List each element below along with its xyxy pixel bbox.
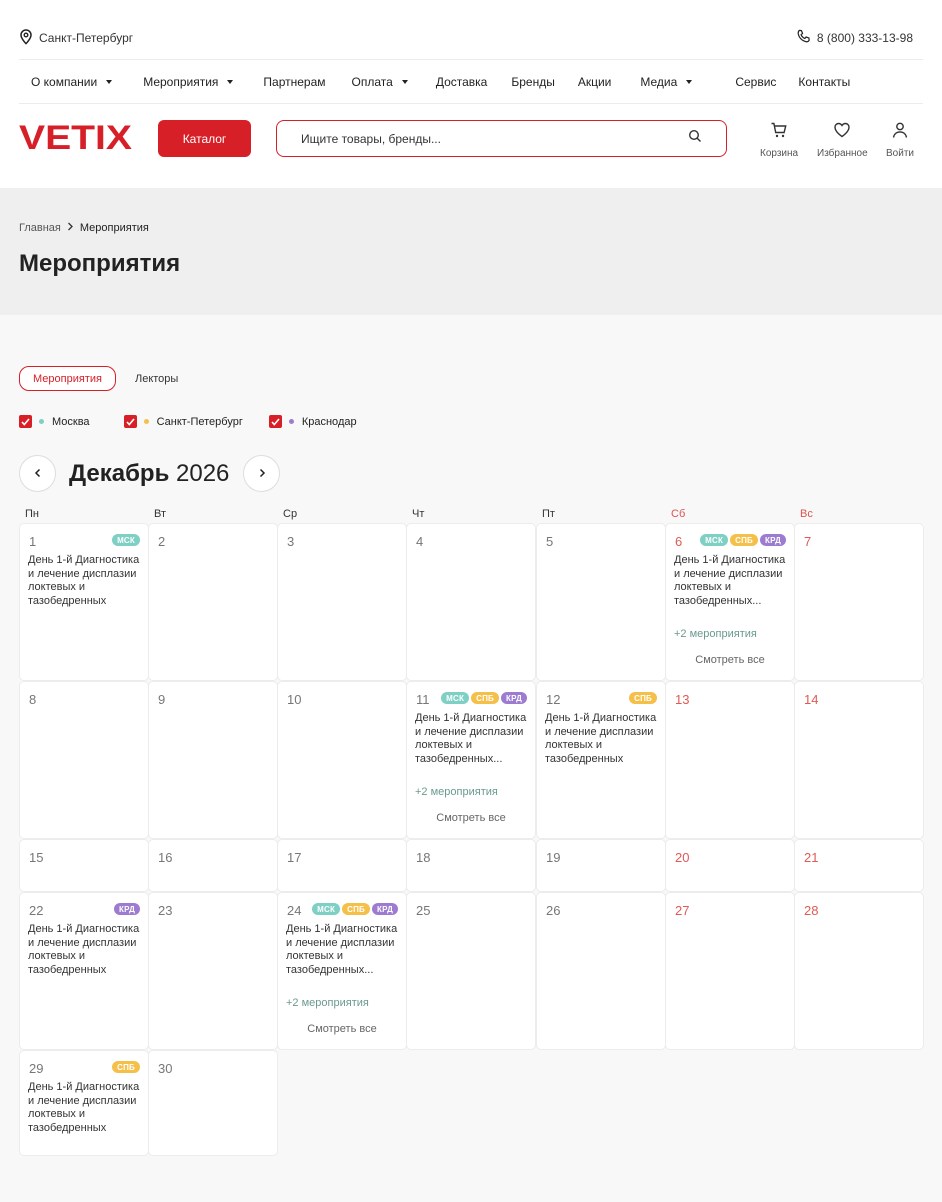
calendar-day-cell [148, 892, 278, 1050]
day-number: 14 [804, 692, 819, 707]
main-nav [31, 69, 850, 95]
page-title: Мероприятия [19, 250, 181, 277]
phone-link[interactable] [796, 29, 913, 47]
checkbox-checked-icon[interactable] [19, 415, 32, 428]
calendar-day-cell[interactable] [277, 892, 407, 1050]
nav-item-label: Медиа [640, 75, 678, 89]
city-badges [112, 1061, 140, 1073]
nav-item-label: Мероприятия [143, 75, 219, 89]
calendar-day-cell [148, 523, 278, 681]
nav-item[interactable] [798, 75, 850, 89]
checkbox-checked-icon[interactable] [124, 415, 137, 428]
weekday-header: Ср [283, 508, 298, 520]
city-badges [114, 903, 140, 915]
event-title[interactable]: День 1-й Диагностика и лечение дисплазии локтевых и тазобедренных [28, 923, 140, 976]
city-badge-spb: СПБ [629, 692, 657, 704]
day-number: 17 [287, 850, 302, 865]
day-number: 24 [287, 903, 302, 918]
city-filter-label: Краснодар [301, 415, 357, 428]
nav-item-label: Доставка [435, 75, 488, 89]
nav-item[interactable] [352, 75, 408, 89]
calendar-day-cell [148, 681, 278, 839]
checkbox-checked-icon[interactable] [269, 415, 282, 428]
event-title[interactable]: День 1-й Диагностика и лечение дисплазии локтевых и тазобедренных [28, 1081, 140, 1134]
city-color-dot [289, 419, 294, 424]
day-number: 15 [29, 850, 44, 865]
search-input[interactable] [301, 132, 688, 146]
user-icon [891, 121, 909, 142]
calendar-day-cell [19, 681, 149, 839]
see-all-link[interactable]: Смотреть все [695, 654, 765, 666]
city-badge-msk: МСК [441, 692, 469, 704]
event-title[interactable]: День 1-й Диагностика и лечение дисплазии локтевых и тазобедренных... [286, 923, 398, 976]
login-label: Войти [886, 148, 914, 159]
search-icon[interactable] [688, 129, 702, 148]
day-number: 26 [546, 903, 561, 918]
day-number: 6 [675, 534, 683, 549]
day-number: 25 [416, 903, 431, 918]
city-badge-krd: КРД [372, 903, 398, 915]
calendar-day-cell[interactable] [19, 892, 149, 1050]
month-year: 2026 [176, 459, 230, 487]
tab-events[interactable]: Мероприятия [19, 366, 116, 391]
nav-item-label: Сервис [735, 75, 777, 89]
nav-item[interactable] [263, 75, 325, 89]
city-badge-msk: МСК [112, 534, 140, 546]
nav-item-label: О компании [31, 75, 98, 89]
city-badge-krd: КРД [114, 903, 140, 915]
event-title[interactable]: День 1-й Диагностика и лечение дисплазии локтевых и тазобедренных [545, 712, 657, 765]
city-color-dot [144, 419, 149, 424]
caret-down-icon [402, 80, 408, 84]
calendar-day-cell [148, 839, 278, 892]
breadcrumb [19, 222, 149, 234]
city-color-dot [39, 419, 44, 424]
city-filter-label: Санкт-Петербург [156, 415, 243, 428]
day-number: 28 [804, 903, 819, 918]
favorites-label: Избранное [817, 148, 868, 159]
calendar-day-cell [665, 839, 795, 892]
logo-text: VETIX [19, 122, 133, 152]
phone-number: 8 (800) 333-13-98 [816, 31, 913, 45]
chevron-right-icon [258, 465, 266, 483]
day-number: 20 [675, 850, 690, 865]
calendar-day-cell [148, 1050, 278, 1156]
calendar-day-cell[interactable] [19, 523, 149, 681]
caret-down-icon [106, 80, 112, 84]
weekday-header: Вс [800, 508, 813, 520]
city-badge-krd: КРД [760, 534, 786, 546]
calendar-day-cell[interactable] [19, 1050, 149, 1156]
next-month-button[interactable] [243, 455, 280, 492]
day-number: 7 [804, 534, 812, 549]
day-number: 21 [804, 850, 819, 865]
day-number: 22 [29, 903, 44, 918]
city-filter[interactable] [124, 415, 243, 428]
nav-item[interactable] [31, 75, 112, 89]
nav-item-label: Контакты [798, 75, 851, 89]
tab-lecturers[interactable]: Лекторы [135, 372, 179, 385]
day-number: 18 [416, 850, 431, 865]
see-all-link[interactable]: Смотреть все [436, 812, 506, 824]
breadcrumb-home[interactable]: Главная [19, 222, 61, 234]
event-title[interactable]: День 1-й Диагностика и лечение дисплазии локтевых и тазобедренных [28, 554, 140, 607]
day-number: 19 [546, 850, 561, 865]
city-filter[interactable] [269, 415, 357, 428]
calendar-day-cell [406, 523, 536, 681]
weekday-header: Пн [25, 508, 39, 520]
calendar-day-cell [19, 839, 149, 892]
calendar-day-cell [277, 523, 407, 681]
month-title [69, 460, 229, 488]
calendar-day-cell [536, 839, 666, 892]
month-name: Декабрь [69, 459, 170, 487]
month-navigation [19, 455, 280, 492]
day-number: 1 [29, 534, 37, 549]
calendar-day-cell [794, 892, 924, 1050]
day-number: 2 [158, 534, 166, 549]
nav-item-label: Партнерам [263, 75, 326, 89]
weekday-header: Вт [154, 508, 167, 520]
cart-icon [770, 121, 788, 142]
calendar-day-cell[interactable] [665, 523, 795, 681]
nav-item[interactable] [640, 75, 692, 89]
cart-button[interactable] [760, 121, 798, 159]
nav-item[interactable] [143, 75, 233, 89]
tabs [19, 366, 178, 391]
vetix-logo[interactable] [19, 122, 133, 152]
city-badges [629, 692, 657, 704]
nav-item[interactable] [735, 75, 776, 89]
city-badges [112, 534, 140, 546]
caret-down-icon [227, 80, 233, 84]
day-number: 27 [675, 903, 690, 918]
calendar-day-cell [536, 892, 666, 1050]
cart-label: Корзина [760, 148, 799, 159]
favorites-button[interactable] [817, 121, 868, 159]
calendar-day-cell [536, 523, 666, 681]
catalog-button[interactable]: Каталог [158, 120, 251, 157]
day-number: 8 [29, 692, 37, 707]
day-number: 9 [158, 692, 166, 707]
more-events-link[interactable]: +2 мероприятия [674, 628, 757, 640]
city-badge-msk: МСК [312, 903, 340, 915]
chevron-left-icon [34, 465, 42, 483]
day-number: 29 [29, 1061, 44, 1076]
nav-item-label: Бренды [511, 75, 555, 89]
prev-month-button[interactable] [19, 455, 56, 492]
weekday-header: Чт [412, 508, 425, 520]
calendar-day-cell [406, 839, 536, 892]
event-title[interactable]: День 1-й Диагностика и лечение дисплазии локтевых и тазобедренных... [415, 712, 527, 765]
city-label: Санкт-Петербург [39, 31, 134, 45]
calendar-day-cell[interactable] [406, 681, 536, 839]
event-title[interactable]: День 1-й Диагностика и лечение дисплазии локтевых и тазобедренных... [674, 554, 786, 607]
nav-item[interactable] [578, 75, 612, 89]
weekday-header: Пт [542, 508, 555, 520]
caret-down-icon [686, 80, 692, 84]
day-number: 13 [675, 692, 690, 707]
nav-item-label: Оплата [351, 75, 393, 89]
day-number: 16 [158, 850, 173, 865]
city-badges [700, 534, 786, 546]
city-badge-spb: СПБ [112, 1061, 140, 1073]
day-number: 12 [546, 692, 561, 707]
breadcrumb-current: Мероприятия [79, 222, 149, 234]
nav-item[interactable] [436, 75, 488, 89]
day-number: 4 [416, 534, 424, 549]
calendar-day-cell [665, 892, 795, 1050]
heart-icon [833, 121, 851, 142]
city-badge-krd: КРД [501, 692, 527, 704]
city-filters [19, 415, 357, 428]
weekday-header: Сб [671, 508, 686, 520]
city-badges [441, 692, 527, 704]
city-filter[interactable] [19, 415, 90, 428]
day-number: 3 [287, 534, 295, 549]
site-header [0, 0, 942, 188]
city-badge-msk: МСК [700, 534, 728, 546]
day-number: 23 [158, 903, 173, 918]
calendar-day-cell[interactable] [536, 681, 666, 839]
day-number: 30 [158, 1061, 173, 1076]
location-pin-icon [19, 29, 33, 48]
city-selector[interactable] [19, 29, 133, 48]
calendar-day-cell [665, 681, 795, 839]
divider [19, 103, 923, 104]
login-button[interactable] [886, 121, 914, 159]
calendar-day-cell [406, 892, 536, 1050]
calendar-day-cell [277, 839, 407, 892]
divider [19, 59, 923, 60]
search-bar [276, 120, 727, 157]
nav-item-label: Акции [577, 75, 612, 89]
calendar-day-cell [794, 681, 924, 839]
see-all-link[interactable]: Смотреть все [307, 1023, 377, 1035]
city-badge-spb: СПБ [471, 692, 499, 704]
more-events-link[interactable]: +2 мероприятия [286, 997, 369, 1009]
chevron-right-icon [67, 222, 74, 234]
calendar-day-cell [794, 523, 924, 681]
day-number: 10 [287, 692, 302, 707]
city-filter-label: Москва [52, 415, 90, 428]
more-events-link[interactable]: +2 мероприятия [415, 786, 498, 798]
city-badge-spb: СПБ [730, 534, 758, 546]
day-number: 11 [416, 692, 430, 707]
calendar-day-cell [794, 839, 924, 892]
phone-icon [796, 29, 811, 47]
top-bar [19, 26, 913, 50]
calendar-day-cell [277, 681, 407, 839]
day-number: 5 [546, 534, 554, 549]
city-badge-spb: СПБ [342, 903, 370, 915]
city-badges [312, 903, 398, 915]
nav-item[interactable] [511, 75, 554, 89]
